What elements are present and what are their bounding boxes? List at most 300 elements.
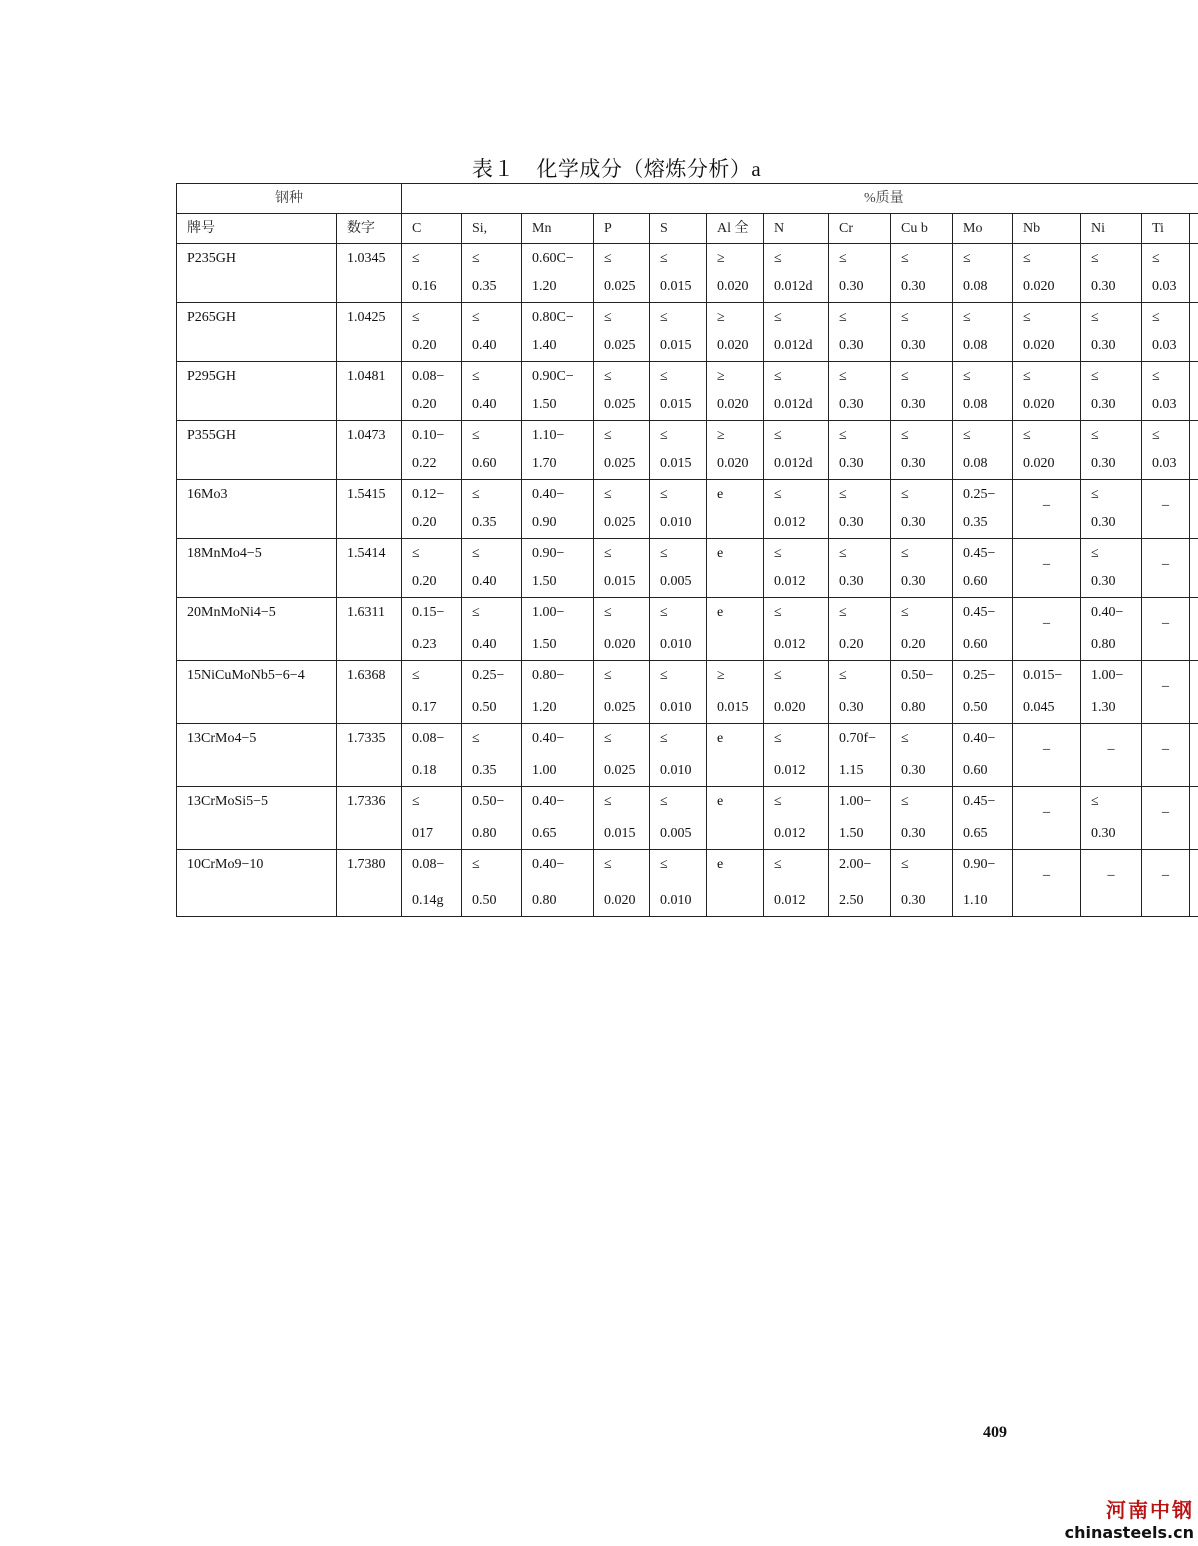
cell-line-bottom: 0.20 [412,338,437,353]
cell-line-top: 0.45− [963,605,996,620]
composition-cell [402,303,462,362]
cell-line-bottom: 0.020 [604,637,636,652]
cell-line-bottom: 0.012 [774,826,806,841]
cell-line-top: ≤ [660,731,668,746]
grade-number: 1.5415 [337,480,402,539]
composition-cell [707,539,764,598]
cell-line-top: _ [1107,737,1115,752]
cell-line-bottom: 0.025 [604,338,636,353]
cell-line-top: ≥ [717,369,725,384]
column-header: Nb [1013,214,1081,244]
cell-line-bottom: 0.30 [1091,574,1116,589]
cell-line-top: ≤ [412,668,420,683]
cell-line-bottom: 0.20 [412,515,437,530]
composition-cell [891,539,953,598]
composition-cell [1142,303,1190,362]
composition-cell [829,421,891,480]
cropped-cell [1190,539,1198,598]
column-header: N [764,214,829,244]
cell-line-top: ≤ [604,546,612,561]
cell-line-top: ≤ [1023,251,1031,266]
composition-cell [829,850,891,917]
composition-cell [707,244,764,303]
column-header: Al 全 [707,214,764,244]
grade-number: 1.6311 [337,598,402,661]
cell-line-top: 1.00− [1091,668,1124,683]
composition-cell [522,244,594,303]
cell-line-top: ≤ [604,794,612,809]
composition-cell [829,661,891,724]
composition-cell [953,539,1013,598]
cell-line-top: ≤ [901,251,909,266]
cell-line-top: 0.40− [532,794,565,809]
cell-line-top: 1.00− [532,605,565,620]
cell-line-top: _ [1162,800,1169,815]
cell-line-top: ≤ [901,487,909,502]
table-row [177,362,1198,421]
composition-cell [707,724,764,787]
cell-line-top: e [717,857,724,872]
composition-cell [891,421,953,480]
composition-cell [953,244,1013,303]
composition-cell [1142,480,1190,539]
cell-line-top: ≤ [1023,369,1031,384]
cell-line-bottom: 0.17 [412,700,437,715]
cell-line-bottom: 0.30 [901,338,926,353]
composition-cell [462,421,522,480]
composition-cell [764,724,829,787]
page-number: 409 [983,1424,1007,1441]
cell-line-bottom: 0.025 [604,456,636,471]
cell-line-bottom: 0.015 [660,279,692,294]
cell-line-top: 1.00− [839,794,872,809]
table-row [177,244,1198,303]
cell-line-bottom: 0.020 [604,893,636,908]
composition-cell [1013,362,1081,421]
cell-line-bottom: 0.03 [1152,397,1177,412]
composition-cell [650,850,707,917]
composition-cell [402,850,462,917]
cell-line-bottom: 0.60 [963,574,988,589]
composition-cell [402,598,462,661]
grade-number: 1.7336 [337,787,402,850]
composition-cell [891,850,953,917]
composition-cell [953,850,1013,917]
cell-line-bottom: 0.35 [472,763,497,778]
cell-line-bottom: 0.015 [660,456,692,471]
cell-line-bottom: 0.015 [660,397,692,412]
composition-cell [891,787,953,850]
table-row [177,598,1198,661]
cell-line-top: 0.80C− [532,310,574,325]
cell-line-top: ≤ [839,428,847,443]
cell-line-top: ≤ [901,605,909,620]
cell-line-bottom: 0.50 [472,700,497,715]
cell-line-top: ≤ [660,857,668,872]
composition-cell [891,598,953,661]
watermark-logo-cn: 河南中钢 [1106,1498,1194,1522]
cell-line-bottom: 0.020 [717,397,749,412]
cell-line-bottom: 0.30 [1091,456,1116,471]
composition-cell [1081,598,1142,661]
composition-cell [1142,244,1190,303]
composition-cell [594,303,650,362]
composition-cell [1081,362,1142,421]
composition-cell [1081,724,1142,787]
cell-line-bottom: 1.20 [532,279,557,294]
composition-cell [1081,244,1142,303]
cell-line-top: ≤ [1023,310,1031,325]
cropped-cell [1190,598,1198,661]
cell-line-top: ≤ [412,546,420,561]
cell-line-top: 0.08− [412,369,445,384]
cell-line-top: _ [1043,863,1050,878]
grade-name: P265GH [177,303,337,362]
composition-cell [594,244,650,303]
composition-cell [650,480,707,539]
composition-table [176,183,1198,917]
cell-line-top: 0.80− [532,668,565,683]
cell-line-top: ≤ [963,251,971,266]
grade-number: 1.7335 [337,724,402,787]
cell-line-top: 0.40− [532,857,565,872]
cell-line-top: 0.45− [963,794,996,809]
composition-cell [522,724,594,787]
composition-cell [1013,539,1081,598]
composition-cell [764,480,829,539]
cell-line-bottom: 0.005 [660,826,692,841]
cell-line-top: ≤ [901,794,909,809]
cell-line-top: ≤ [604,857,612,872]
cell-line-top: 0.40− [532,487,565,502]
composition-cell [402,787,462,850]
cell-line-top: _ [1043,552,1050,567]
cell-line-bottom: 0.012d [774,279,813,294]
composition-cell [1142,787,1190,850]
cell-line-top: 0.12− [412,487,445,502]
composition-cell [462,598,522,661]
grade-name: 18MnMo4−5 [177,539,337,598]
composition-cell [1013,787,1081,850]
cell-line-top: 0.25− [963,668,996,683]
cell-line-bottom: 0.30 [839,279,864,294]
composition-cell [462,787,522,850]
composition-cell [764,303,829,362]
composition-cell [1142,850,1190,917]
grade-number: 1.0473 [337,421,402,480]
composition-cell [1081,480,1142,539]
grade-name: P235GH [177,244,337,303]
cell-line-top: ≤ [472,857,480,872]
composition-cell [707,850,764,917]
cell-line-bottom: 0.80 [1091,637,1116,652]
cell-line-bottom: 0.35 [963,515,988,530]
header-steel-type: 钢种 [177,184,402,214]
composition-cell [891,661,953,724]
cell-line-top: 1.10− [532,428,565,443]
composition-cell [522,303,594,362]
grade-name: 13CrMoSi5−5 [177,787,337,850]
header-group-row [177,184,1198,214]
cell-line-bottom: 0.60 [963,763,988,778]
composition-cell [402,421,462,480]
composition-cell [650,303,707,362]
cell-line-top: ≤ [1152,251,1160,266]
grade-number: 1.0425 [337,303,402,362]
composition-cell [764,362,829,421]
cell-line-bottom: 0.35 [472,279,497,294]
cell-line-bottom: 0.50 [472,893,497,908]
table-row [177,724,1198,787]
cell-line-bottom: 1.50 [532,574,557,589]
cell-line-top: 0.90C− [532,369,574,384]
cell-line-bottom: 0.30 [839,397,864,412]
cell-line-bottom: 0.18 [412,763,437,778]
grade-name: 20MnMoNi4−5 [177,598,337,661]
composition-cell [462,850,522,917]
cell-line-top: 0.40− [963,731,996,746]
cell-line-top: ≤ [472,546,480,561]
composition-cell [594,539,650,598]
composition-cell [522,539,594,598]
cell-line-bottom: 0.30 [901,456,926,471]
composition-cell [764,661,829,724]
cell-line-top: ≤ [660,310,668,325]
composition-cell [1013,850,1081,917]
cell-line-top: ≤ [774,310,782,325]
watermark-logo [1065,1494,1194,1542]
cell-line-bottom: 0.30 [839,456,864,471]
table-row [177,787,1198,850]
cell-line-top: ≤ [604,487,612,502]
cell-line-bottom: 0.30 [901,515,926,530]
grade-name: 16Mo3 [177,480,337,539]
cell-line-bottom: 0.025 [604,397,636,412]
composition-cell [650,539,707,598]
composition-cell [1142,362,1190,421]
composition-cell [1081,303,1142,362]
cell-line-bottom: 1.10 [963,893,988,908]
grade-name: 13CrMo4−5 [177,724,337,787]
cell-line-top: ≤ [660,369,668,384]
cell-line-top: ≤ [901,310,909,325]
column-header: C [402,214,462,244]
cell-line-bottom: 0.40 [472,338,497,353]
cell-line-top: ≥ [717,668,725,683]
cropped-cell [1190,480,1198,539]
composition-cell [1013,244,1081,303]
cell-line-top: 0.70f− [839,731,877,746]
cell-line-top: _ [1162,611,1169,626]
cell-line-bottom: 1.40 [532,338,557,353]
cell-line-bottom: 0.020 [1023,279,1055,294]
cell-line-top: ≤ [839,546,847,561]
table-row [177,850,1198,917]
cell-line-top: ≤ [774,251,782,266]
cell-line-bottom: 0.012 [774,574,806,589]
cell-line-top: ≤ [472,487,480,502]
cell-line-top: ≤ [604,310,612,325]
cell-line-top: ≤ [963,428,971,443]
cell-line-top: ≤ [660,605,668,620]
composition-cell [829,244,891,303]
cell-line-top: ≤ [901,428,909,443]
column-header: Cu b [891,214,953,244]
cell-line-bottom: 0.020 [1023,456,1055,471]
cell-line-bottom: 0.30 [901,574,926,589]
cell-line-top: ≤ [774,731,782,746]
cell-line-bottom: 0.025 [604,515,636,530]
cell-line-bottom: 0.020 [1023,338,1055,353]
composition-cell [650,421,707,480]
cell-line-bottom: 0.30 [1091,515,1116,530]
cell-line-top: _ [1162,737,1169,752]
cell-line-top: 0.015− [1023,668,1063,683]
column-header: Ni [1081,214,1142,244]
cell-line-bottom: 0.30 [901,397,926,412]
cell-line-top: ≥ [717,428,725,443]
composition-cell [1142,598,1190,661]
column-header: 数字 [337,214,402,244]
cell-line-top: _ [1162,493,1169,508]
cell-line-bottom: 0.045 [1023,700,1055,715]
cell-line-bottom: 0.005 [660,574,692,589]
cell-line-bottom: 0.35 [472,515,497,530]
cell-line-top: ≤ [1091,794,1099,809]
header-column-row [177,214,1198,244]
cell-line-bottom: 0.80 [472,826,497,841]
cell-line-top: ≤ [901,369,909,384]
composition-cell [1081,421,1142,480]
cell-line-bottom: 0.012 [774,637,806,652]
grade-number: 1.0345 [337,244,402,303]
cell-line-top: ≤ [660,251,668,266]
cell-line-top: 0.50− [901,668,934,683]
cell-line-bottom: 0.30 [1091,338,1116,353]
composition-cell [462,661,522,724]
cell-line-bottom: 0.010 [660,763,692,778]
cell-line-top: 0.08− [412,857,445,872]
cell-line-top: ≤ [412,251,420,266]
composition-cell [953,421,1013,480]
cell-line-top: ≤ [774,605,782,620]
cell-line-top: ≤ [472,605,480,620]
cell-line-top: ≤ [660,668,668,683]
cell-line-bottom: 0.012 [774,893,806,908]
cell-line-bottom: 0.012d [774,456,813,471]
cell-line-top: 0.25− [963,487,996,502]
cell-line-top: ≤ [963,310,971,325]
cropped-cell [1190,850,1198,917]
cell-line-top: ≤ [774,546,782,561]
cell-line-bottom: 0.015 [660,338,692,353]
cell-line-bottom: 0.40 [472,637,497,652]
cell-line-top: ≤ [1152,369,1160,384]
cell-line-bottom: 1.50 [839,826,864,841]
composition-cell [650,598,707,661]
cell-line-bottom: 0.16 [412,279,437,294]
cell-line-bottom: 0.30 [839,515,864,530]
cell-line-top: ≤ [604,668,612,683]
composition-cell [522,661,594,724]
cell-line-bottom: 2.50 [839,893,864,908]
composition-cell [462,480,522,539]
composition-cell [764,244,829,303]
cell-line-top: ≤ [839,310,847,325]
cell-line-top: 0.90− [532,546,565,561]
cell-line-bottom: 0.20 [412,397,437,412]
composition-cell [1013,598,1081,661]
composition-cell [594,850,650,917]
composition-cell [594,787,650,850]
cell-line-top: 0.90− [963,857,996,872]
composition-cell [594,362,650,421]
cell-line-top: e [717,605,724,620]
composition-cell [1013,724,1081,787]
cropped-cell [1190,787,1198,850]
composition-cell [402,362,462,421]
composition-cell [1013,480,1081,539]
composition-cell [764,850,829,917]
composition-cell [650,787,707,850]
composition-cell [594,480,650,539]
cell-line-bottom: 0.08 [963,456,988,471]
composition-cell [829,303,891,362]
composition-cell [1013,661,1081,724]
cell-line-bottom: 0.30 [1091,397,1116,412]
cell-line-top: _ [1043,737,1050,752]
grade-name: 15NiCuMoNb5−6−4 [177,661,337,724]
cell-line-top: ≤ [839,668,847,683]
composition-cell [462,303,522,362]
cell-line-bottom: 0.012 [774,763,806,778]
table-row [177,661,1198,724]
composition-cell [829,598,891,661]
column-header: Mo [953,214,1013,244]
composition-cell [764,421,829,480]
cell-line-top: e [717,546,724,561]
cell-line-top: e [717,731,724,746]
table-row [177,421,1198,480]
composition-cell [594,598,650,661]
column-header-cropped [1190,214,1198,244]
cell-line-top: ≤ [963,369,971,384]
cell-line-bottom: 0.80 [532,893,557,908]
cell-line-bottom: 0.010 [660,515,692,530]
cell-line-bottom: 0.80 [901,700,926,715]
column-header: P [594,214,650,244]
cell-line-top: ≤ [839,251,847,266]
cell-line-top: 0.15− [412,605,445,620]
cell-line-top: ≤ [1091,369,1099,384]
cell-line-top: ≤ [472,369,480,384]
composition-cell [402,539,462,598]
cell-line-bottom: 0.20 [901,637,926,652]
column-header: Cr [829,214,891,244]
cell-line-top: ≤ [472,251,480,266]
cell-line-bottom: 0.90 [532,515,557,530]
composition-cell [707,661,764,724]
cropped-cell [1190,661,1198,724]
cell-line-top: ≤ [660,546,668,561]
cell-line-bottom: 0.03 [1152,338,1177,353]
cell-line-bottom: 0.20 [412,574,437,589]
header-mass-percent: %质量 [402,184,1198,214]
composition-cell [707,787,764,850]
composition-cell [402,661,462,724]
composition-cell [707,362,764,421]
cell-line-bottom: 0.010 [660,700,692,715]
